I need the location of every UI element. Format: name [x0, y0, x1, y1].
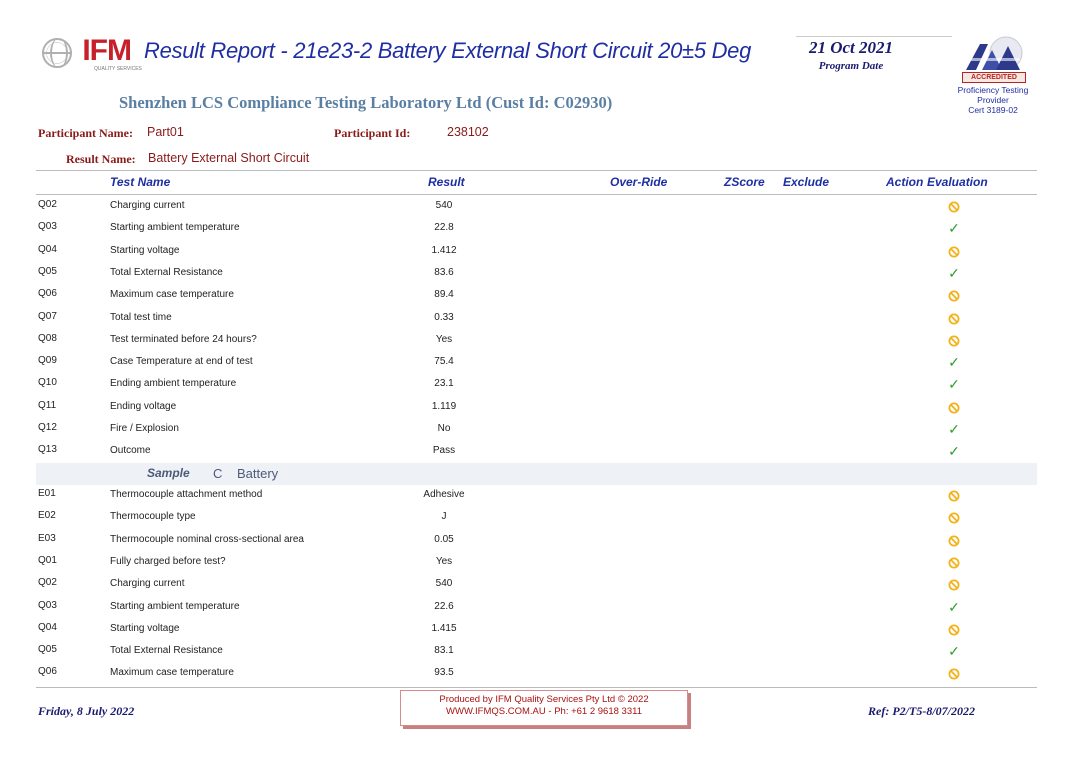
warning-icon — [948, 246, 960, 258]
accreditation-logo — [962, 36, 1026, 84]
row-test-name: Total External Resistance — [110, 266, 223, 278]
row-test-name: Charging current — [110, 200, 185, 211]
table-row — [0, 644, 1080, 666]
table-row — [0, 288, 1080, 310]
col-result: Result — [428, 175, 465, 189]
row-evaluation — [946, 666, 962, 682]
table-row — [0, 199, 1080, 221]
warning-icon — [948, 512, 960, 524]
row-code: Q09 — [38, 355, 57, 367]
row-code: Q03 — [38, 599, 57, 611]
row-evaluation — [946, 622, 962, 638]
table-row — [0, 400, 1080, 422]
row-test-name: Starting ambient temperature — [110, 600, 240, 612]
checkmark-icon: ✓ — [948, 354, 960, 371]
table-row — [0, 666, 1080, 688]
row-code: Q02 — [38, 577, 57, 589]
footer-producer-box — [400, 690, 688, 726]
row-test-name: Case Temperature at end of test — [110, 356, 253, 368]
row-test-name: Fire / Explosion — [110, 423, 179, 434]
report-title: Result Report - 21e23-2 Battery External Short Circuit 20±5 Deg — [144, 38, 752, 63]
row-result: 89.4 — [434, 289, 454, 301]
row-code: Q12 — [38, 422, 57, 433]
row-code: E01 — [38, 488, 56, 499]
table-row — [0, 311, 1080, 333]
row-code: Q10 — [38, 377, 57, 389]
row-result: 0.05 — [434, 533, 454, 545]
row-code: Q01 — [38, 554, 57, 566]
program-date-label: Program Date — [818, 60, 884, 72]
row-evaluation — [946, 221, 962, 237]
row-evaluation — [946, 288, 962, 304]
program-date: 21 Oct 2021 — [808, 38, 894, 57]
row-evaluation — [946, 577, 962, 593]
row-result: 0.33 — [434, 311, 454, 323]
checkmark-icon: ✓ — [948, 264, 960, 281]
checkmark-icon: ✓ — [948, 421, 960, 437]
col-zscore: ZScore — [724, 175, 765, 189]
row-test-name: Ending ambient temperature — [110, 378, 237, 390]
row-evaluation — [946, 488, 962, 504]
warning-icon — [948, 290, 960, 302]
row-code: Q05 — [38, 265, 57, 277]
row-test-name: Starting ambient temperature — [110, 222, 240, 234]
warning-icon — [948, 402, 960, 414]
warning-icon — [948, 490, 960, 502]
table-row — [0, 510, 1080, 532]
accreditation-caption-line1: Proficiency Testing — [957, 85, 1029, 95]
row-evaluation — [946, 333, 962, 349]
row-evaluation — [946, 422, 962, 438]
row-evaluation — [946, 244, 962, 260]
warning-icon — [948, 313, 960, 325]
table-row — [0, 577, 1080, 599]
accreditation-cert: Cert 3189-02 — [968, 105, 1018, 115]
row-result: 22.8 — [434, 222, 454, 234]
row-evaluation — [946, 555, 962, 571]
row-code: Q08 — [38, 332, 57, 344]
logo-subtitle: QUALITY SERVICES — [94, 66, 142, 72]
result-name-value: Battery External Short Circuit — [148, 151, 310, 165]
row-test-name: Total External Resistance — [110, 645, 223, 657]
table-row — [0, 622, 1080, 644]
footer-print-date: Friday, 8 July 2022 — [38, 704, 135, 718]
row-result: 23.1 — [434, 378, 454, 390]
col-evaluation: Evaluation — [927, 175, 988, 189]
row-result: 540 — [435, 200, 453, 211]
warning-icon — [948, 668, 960, 680]
warning-icon — [948, 557, 960, 569]
table-bottom-rule — [36, 687, 1037, 688]
row-code: E02 — [38, 510, 56, 522]
checkmark-icon: ✓ — [948, 376, 960, 393]
accreditation-caption-line2: Provider — [977, 95, 1009, 105]
row-test-name: Fully charged before test? — [110, 555, 226, 567]
accreditation-emblem-icon — [962, 36, 1026, 72]
row-result: 22.6 — [434, 600, 454, 612]
row-test-name: Outcome — [110, 445, 151, 457]
row-code: Q11 — [38, 399, 57, 411]
participant-name-label: Participant Name: — [38, 126, 133, 140]
row-test-name: Total test time — [110, 311, 172, 323]
row-code: Q06 — [38, 666, 57, 678]
row-code: Q04 — [38, 621, 57, 633]
warning-icon — [948, 535, 960, 547]
result-name-label: Result Name: — [66, 152, 136, 166]
footer-contact: WWW.IFMQS.COM.AU - Ph: +61 2 9618 3311 — [446, 706, 642, 717]
row-code: Q07 — [38, 310, 57, 322]
header-divider — [796, 36, 952, 37]
row-result: Adhesive — [423, 489, 465, 500]
participant-id-label: Participant Id: — [334, 126, 411, 140]
row-result: Yes — [435, 333, 453, 345]
row-evaluation — [946, 377, 962, 393]
table-row — [0, 266, 1080, 288]
row-test-name: Starting voltage — [110, 622, 180, 634]
checkmark-icon: ✓ — [948, 220, 960, 237]
row-evaluation — [946, 510, 962, 526]
warning-icon — [948, 201, 960, 213]
row-code: Q04 — [38, 243, 57, 255]
footer-reference: Ref: P2/T5-8/07/2022 — [868, 704, 975, 718]
col-exclude: Exclude — [783, 175, 830, 189]
table-header-rule — [36, 194, 1037, 195]
col-override: Over-Ride — [610, 175, 668, 189]
row-result: J — [441, 511, 447, 523]
warning-icon — [948, 624, 960, 636]
checkmark-icon: ✓ — [948, 598, 960, 615]
table-row — [0, 377, 1080, 399]
row-test-name: Thermocouple nominal cross-sectional area — [110, 533, 304, 545]
row-code: Q03 — [38, 221, 57, 233]
table-top-rule — [36, 170, 1037, 171]
table-row — [0, 533, 1080, 555]
row-result: No — [437, 423, 451, 434]
row-evaluation — [946, 644, 962, 660]
table-row — [0, 333, 1080, 355]
row-evaluation — [946, 266, 962, 282]
col-test-name: Test Name — [110, 175, 171, 189]
table-row — [0, 488, 1080, 510]
globe-icon — [42, 38, 72, 68]
col-action: Action — [886, 175, 924, 189]
table-row — [0, 355, 1080, 377]
row-result: 75.4 — [434, 356, 454, 368]
row-result: 83.6 — [434, 266, 454, 278]
accredited-badge: ACCREDITED — [962, 72, 1026, 83]
row-test-name: Thermocouple attachment method — [110, 489, 263, 500]
row-result: 83.1 — [434, 645, 454, 657]
sample-value: Battery — [237, 466, 279, 481]
table-row — [0, 221, 1080, 243]
row-test-name: Thermocouple type — [110, 511, 196, 523]
row-evaluation — [946, 311, 962, 327]
row-result: 1.415 — [431, 622, 457, 634]
warning-icon — [948, 335, 960, 347]
row-result: Yes — [435, 555, 453, 567]
table-row — [0, 244, 1080, 266]
row-test-name: Maximum case temperature — [110, 667, 234, 679]
row-code: Q02 — [38, 199, 57, 210]
row-result: Pass — [432, 445, 456, 457]
lab-name: Shenzhen LCS Compliance Testing Laboratory Ltd (Cust Id: C02930) — [119, 93, 613, 112]
row-evaluation — [946, 400, 962, 416]
sample-code: C — [213, 466, 223, 481]
row-test-name: Test terminated before 24 hours? — [110, 333, 257, 345]
sample-label: Sample — [147, 466, 190, 480]
ifm-logo — [42, 34, 142, 72]
participant-name-value: Part01 — [147, 125, 184, 139]
row-result: 93.5 — [434, 667, 454, 679]
row-code: Q13 — [38, 444, 57, 456]
row-code: Q06 — [38, 288, 57, 300]
warning-icon — [948, 579, 960, 591]
row-result: 1.412 — [431, 244, 457, 256]
table-row — [0, 600, 1080, 622]
logo-text: IFM — [82, 34, 131, 67]
row-evaluation — [946, 355, 962, 371]
footer-produced-by: Produced by IFM Quality Services Pty Ltd © 2022 — [439, 694, 649, 705]
row-evaluation — [946, 199, 962, 215]
table-row — [0, 555, 1080, 577]
row-code: E03 — [38, 532, 56, 544]
row-result: 540 — [435, 578, 453, 590]
row-code: Q05 — [38, 644, 57, 656]
row-test-name: Starting voltage — [110, 244, 180, 256]
row-evaluation — [946, 444, 962, 460]
checkmark-icon: ✓ — [948, 643, 960, 660]
row-evaluation — [946, 533, 962, 549]
row-test-name: Charging current — [110, 578, 185, 590]
participant-id-value: 238102 — [447, 125, 489, 139]
row-result: 1.119 — [431, 400, 457, 412]
row-test-name: Ending voltage — [110, 400, 177, 412]
table-row — [0, 422, 1080, 444]
row-evaluation — [946, 600, 962, 616]
checkmark-icon: ✓ — [948, 443, 960, 460]
accreditation-caption — [950, 85, 1036, 115]
row-test-name: Maximum case temperature — [110, 289, 234, 301]
